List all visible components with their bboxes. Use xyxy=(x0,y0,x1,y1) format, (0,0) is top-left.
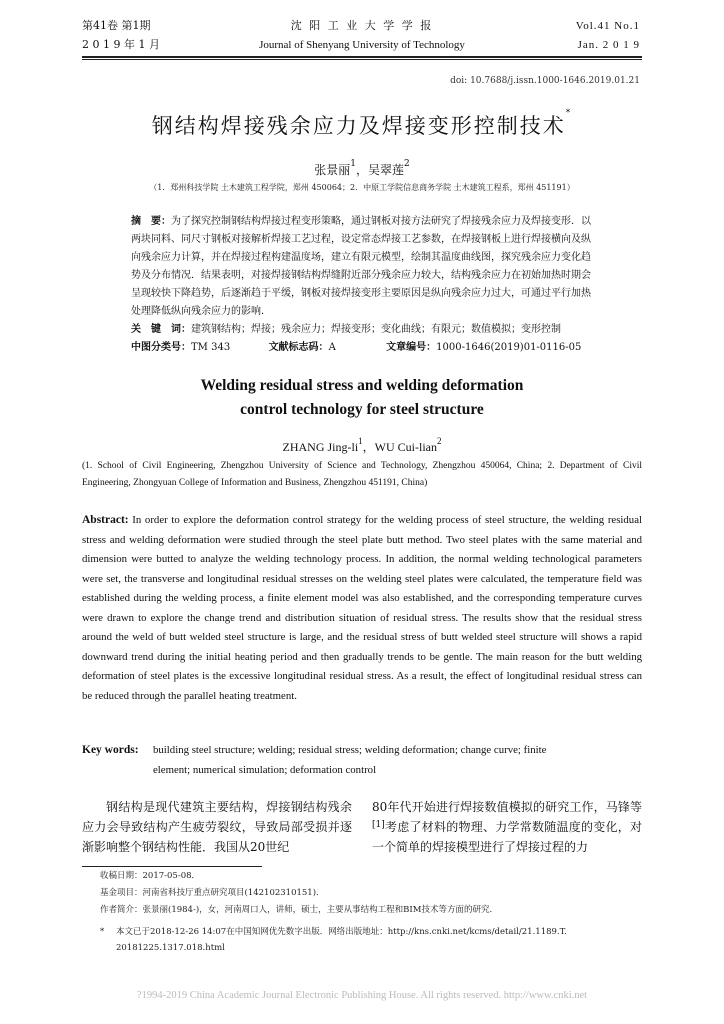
header-rule-bottom xyxy=(82,59,642,60)
header-volume-en: Vol.41 No.1 xyxy=(575,20,640,32)
body-right-part1: 80年代开始进行焊接数值模拟的研究工作，马锋等 xyxy=(372,800,642,814)
body-column-left: 钢结构是现代建筑主要结构，焊接钢结构残余应力会导致结构产生疲劳裂纹，导致局部受损并逐渐影响整个钢结构性能．我国从20世纪 xyxy=(82,800,352,854)
title-cn xyxy=(82,110,642,140)
header-journal-en: Journal of Shenyang University of Technology xyxy=(259,39,465,51)
author-en-1-sup: 1 xyxy=(358,436,363,446)
header-rule-top xyxy=(82,56,642,58)
abstract-en-text: In order to explore the deformation control strategy for the welding process of steel structure, the welding residual stress and welding deformation were studied through the steel plate butt method. Two steel plates with the same material and dimension were butted to analyze the welding technology process. In addition, the normal welding technological parameters were set, the transverse and longitudinal residual stresses on the welding steel plates were calculated, the temperature field was established during the welding process, a finite element model was also established, and the corresponding temperature curves were drawn to explore the change trend and distribution situation of residual stress. The results show that the residual stress around the weld of butt welded steel structure is large, and the residual stress of butt welded steel structure will shows a rapid downward trend during the initial heating period and then gradually trends to be gentle. The main reason for the butt welding deformation of steel plates is the excessive longitudinal residual stress. As a result, the effect of longitudinal residual stress can be reduced through the parallel heating treatment. xyxy=(82,514,642,702)
header-date-en: Jan. 2 0 1 9 xyxy=(577,39,640,51)
title-en-line1: Welding residual stress and welding deformation xyxy=(200,377,524,394)
header-volume-cn: 第41卷 第1期 xyxy=(82,19,151,32)
keywords-en-text xyxy=(153,741,643,780)
keywords-en-line1: building steel structure; welding; residual stress; welding deformation; change curve; finite xyxy=(153,744,547,756)
article-no-label: 文章编号： xyxy=(386,342,437,353)
footnote-received: 收稿日期：2017-05-08． xyxy=(100,871,201,881)
title-cn-text: 钢结构焊接残余应力及焊接变形控制技术 xyxy=(151,114,566,138)
doc-code-label: 文献标志码： xyxy=(268,342,329,353)
body-reference-1: [1] xyxy=(372,820,385,830)
authors-en xyxy=(82,438,642,455)
author-cn-2: 吴翠莲 xyxy=(368,163,405,177)
affiliation-en: (1. School of Civil Engineering, Zhengzhou University of Science and Technology, Zhengzhou 450064, China; 2. Department of Civil Engineering, Zhongyuan College of Information and Business, Zhengzhou 451191, China) xyxy=(82,461,642,488)
abstract-cn-label: 摘 要： xyxy=(131,216,171,227)
footnote-rule xyxy=(82,866,262,867)
abstract-cn xyxy=(131,213,591,321)
abstract-en xyxy=(82,511,642,706)
title-en-line2: control technology for steel structure xyxy=(240,401,484,418)
author-en-sep: ， xyxy=(362,440,375,454)
body-column-right xyxy=(372,797,642,857)
title-en xyxy=(82,374,642,422)
body-right-part2: 考虑了材料的物理、力学常数随温度的变化，对一个简单的焊接模型进行了焊接过程的力 xyxy=(372,820,642,854)
doi: doi: 10.7688/j.issn.1000-1646.2019.01.21 xyxy=(450,76,640,86)
classification-cn xyxy=(131,339,611,357)
author-cn-1-sup: 1 xyxy=(350,159,356,169)
footnote-author-bio: 作者简介：张景丽(1984-)，女，河南周口人，讲师，硕士，主要从事结构工程和BIM技术等方面的研究． xyxy=(100,905,498,915)
header-date-cn: 2 0 1 9 年 1 月 xyxy=(82,38,160,51)
title-cn-footnote-mark: * xyxy=(565,108,573,118)
footnote-online-line2: 20181225.1317.018.html xyxy=(116,943,225,953)
footnote-online-line1: 本文已于2018-12-26 14:07在中国知网优先数字出版．网络出版地址：http://kns.cnki.net/kcms/detail/21.1189.T. xyxy=(116,927,567,937)
footer-copyright: ?1994-2019 China Academic Journal Electronic Publishing House. All rights reserved. http://www.cnki.net xyxy=(136,990,588,1001)
author-en-2: WU Cui-lian xyxy=(374,440,437,454)
author-en-1: ZHANG Jing-li xyxy=(282,440,359,454)
author-cn-2-sup: 2 xyxy=(404,159,410,169)
article-no-value: 1000-1646(2019)01-0116-05 xyxy=(436,342,582,353)
clc-value: TM 343 xyxy=(191,342,231,353)
footnote-online-mark: * xyxy=(100,927,105,937)
author-cn-sep: ， xyxy=(355,163,368,177)
clc-label: 中图分类号： xyxy=(131,342,191,353)
keywords-en-label: Key words: xyxy=(82,744,139,756)
keywords-cn-label: 关 键 词： xyxy=(131,324,191,335)
header-journal-cn: 沈 阳 工 业 大 学 学 报 xyxy=(290,19,434,32)
footnote-fund: 基金项目：河南省科技厅重点研究项目(142102310151)． xyxy=(100,888,325,898)
authors-cn xyxy=(82,161,642,178)
abstract-cn-text: 为了探究控制钢结构焊接过程变形策略，通过钢板对接方法研究了焊接残余应力及焊接变形．以两块同料、同尺寸钢板对接解析焊接工艺过程，设定常态焊接工艺参数，在焊接钢板上进行焊接横向及纵向残余应力计算，并在焊接过程构建温度场，建立有限元模型，绘制其温度曲线图，探究残余应力变化趋势及分布情况．结果表明，对接焊接钢结构焊缝附近部分残余应力较大，结构残余应力在初始加热时期会呈现较快下降趋势，后逐渐趋于平缓，钢板对接焊接变形主要原因是纵向残余应力过大，可通过平行加热处理降低纵向残余应力的影响． xyxy=(131,216,591,317)
keywords-en-line2: element; numerical simulation; deformation control xyxy=(153,763,377,776)
author-en-2-sup: 2 xyxy=(437,436,442,446)
keywords-cn-text: 建筑钢结构；焊接；残余应力；焊接变形；变化曲线；有限元；数值模拟；变形控制 xyxy=(191,324,561,335)
affiliation-cn: （1．郑州科技学院 土木建筑工程学院，郑州 450064；2．中原工学院信息商务学院 土木建筑工程系，郑州 451191） xyxy=(149,183,575,192)
author-cn-1: 张景丽 xyxy=(314,163,351,177)
abstract-en-label: Abstract: xyxy=(82,514,129,526)
keywords-cn xyxy=(131,321,601,339)
footnote-online xyxy=(116,924,646,956)
doc-code-value: A xyxy=(328,342,336,353)
